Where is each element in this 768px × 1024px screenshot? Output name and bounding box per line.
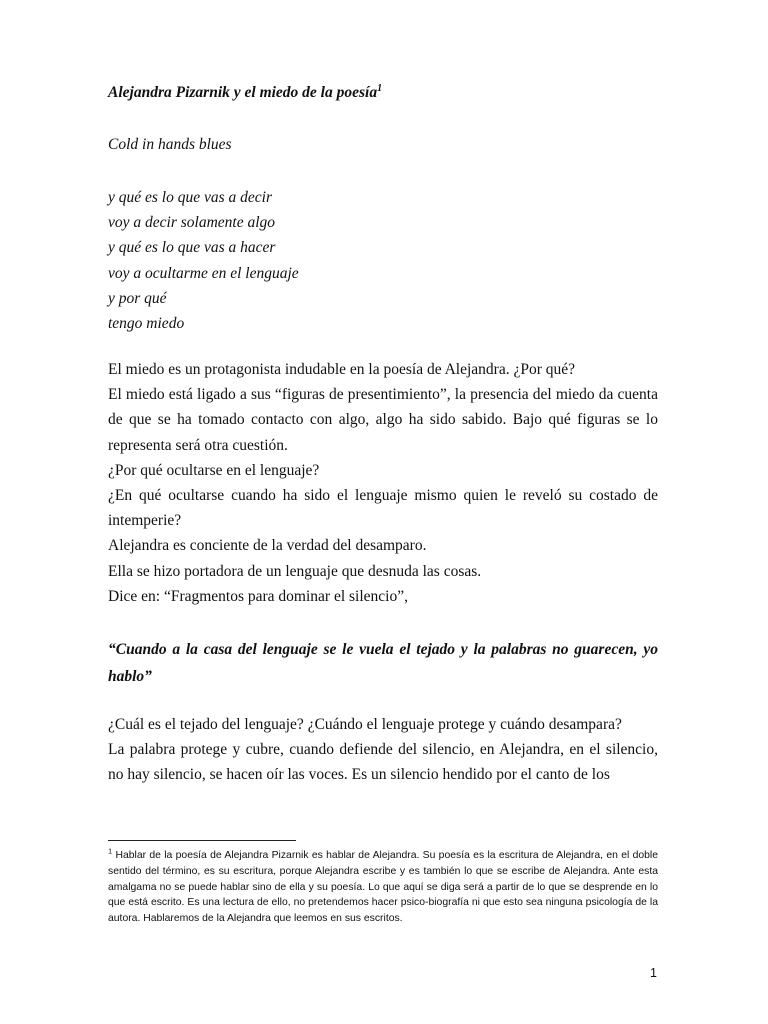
block-quote: “Cuando a la casa del lenguaje se le vuela el tejado y la palabras no guarecen, yo hablo” <box>108 641 658 685</box>
poem-line: y qué es lo que vas a decir <box>108 189 272 206</box>
title-footnote-marker: 1 <box>377 82 383 94</box>
poem-line: voy a ocultarme en el lenguaje <box>108 264 299 282</box>
paragraph: Ella se hizo portadora de un lenguaje que desnuda las cosas. <box>108 562 482 580</box>
paragraph: Dice en: “Fragmentos para dominar el silencio”, <box>108 587 408 605</box>
paragraph: ¿Por qué ocultarse en el lenguaje? <box>108 461 320 479</box>
poem-line: tengo miedo <box>108 315 185 333</box>
paragraph: Alejandra es conciente de la verdad del desamparo. <box>108 537 427 555</box>
title-text: Alejandra Pizarnik y el miedo de la poesía <box>108 84 378 101</box>
poem-line: y por qué <box>108 289 167 307</box>
document-title <box>108 84 382 102</box>
paragraph: La palabra protege y cubre, cuando defiende del silencio, en Alejandra, en el silencio, no hay silencio, se hacen oír las voces. Es un silencio hendido por el canto de los <box>108 741 658 784</box>
page-number: 1 <box>650 966 657 980</box>
paragraph: El miedo está ligado a sus “figuras de presentimiento”, la presencia del miedo da cuenta de que se ha tomado contacto con algo, algo ha sido sabido. Bajo qué figuras se lo representa será otra cuestión. <box>108 386 658 454</box>
poem-line: voy a decir solamente algo <box>108 214 276 232</box>
poem <box>108 185 299 336</box>
paragraph: ¿En qué ocultarse cuando ha sido el lenguaje mismo quien le reveló su costado de intemperie? <box>108 487 658 530</box>
footnote <box>108 848 658 927</box>
paragraph: ¿Cuál es el tejado del lenguaje? ¿Cuándo el lenguaje protege y cuándo desampara? <box>108 716 622 733</box>
footnote-marker: 1 <box>108 846 113 856</box>
body-paragraphs-1 <box>108 357 658 609</box>
footnote-separator <box>108 840 296 841</box>
body-paragraphs-2 <box>108 712 658 788</box>
footnote-text: Hablar de la poesía de Alejandra Pizarnik es hablar de Alejandra. Su poesía es la escritura de Alejandra, en el doble sentido del término, es su escritura, porque Alejandra escribe y es también lo que se escribe de Alejandra. Ante esta amalgama no se puede hablar sino de ella y su poesía. Lo que aquí se diga será a partir de lo que se desprende en lo que está escrito. Es una lectura de ello, no pretendemos hacer psico-biografía ni que esto sea ninguna psicología de la autora. Hablaremos de la Alejandra que leemos en sus escritos. <box>108 850 659 925</box>
poem-title: Cold in hands blues <box>108 136 232 153</box>
paragraph: El miedo es un protagonista indudable en la poesía de Alejandra. ¿Por qué? <box>108 361 576 378</box>
poem-line: y qué es lo que vas a hacer <box>108 239 276 257</box>
